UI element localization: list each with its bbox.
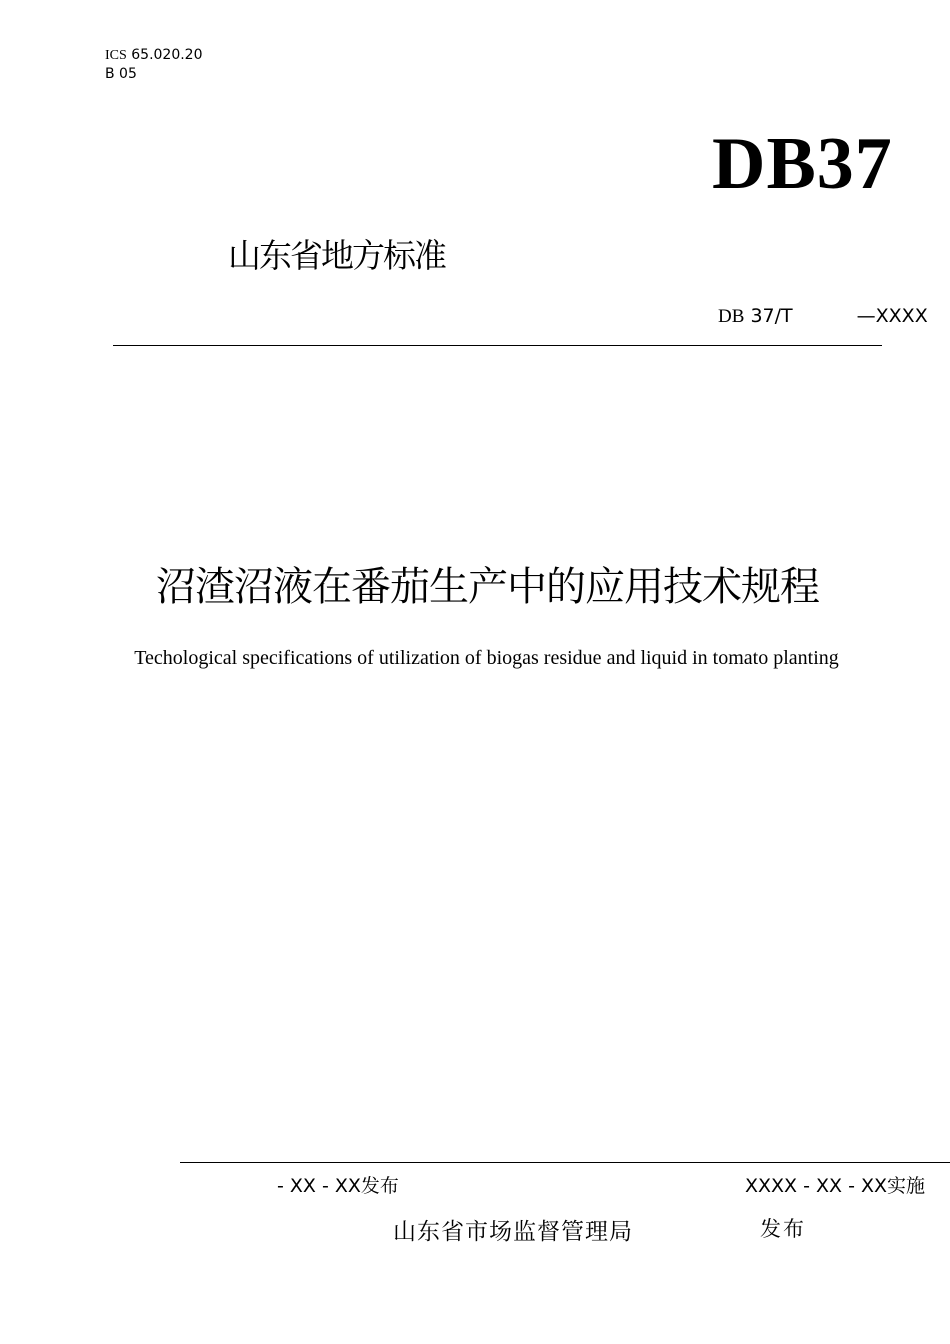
issuing-authority: 山东省市场监督管理局 — [393, 1219, 633, 1245]
issue-label: 发布 — [760, 1217, 806, 1241]
document-number — [718, 303, 928, 330]
ics-code — [105, 46, 203, 65]
document-title-english: Techological specifications of utilization of biogas residue and liquid in tomato planting — [134, 647, 839, 669]
publish-date: - XX - XX发布 — [277, 1175, 399, 1197]
classification-code: B 05 — [105, 66, 137, 82]
document-number-suffix: —XXXX — [856, 305, 928, 327]
ics-prefix: ICS — [105, 48, 127, 63]
header-divider — [113, 345, 882, 346]
document-number-prefix: DB — [718, 306, 745, 327]
footer-divider — [180, 1162, 950, 1163]
standard-type: 山东省地方标准 — [228, 236, 445, 275]
implement-date: XXXX - XX - XX实施 — [745, 1175, 925, 1197]
document-number-series: 37/T — [750, 305, 793, 327]
document-title-chinese: 沼渣沼液在番茄生产中的应用技术规程 — [156, 564, 819, 610]
standard-code-large: DB37 — [712, 123, 893, 205]
ics-number: 65.020.20 — [131, 47, 203, 63]
